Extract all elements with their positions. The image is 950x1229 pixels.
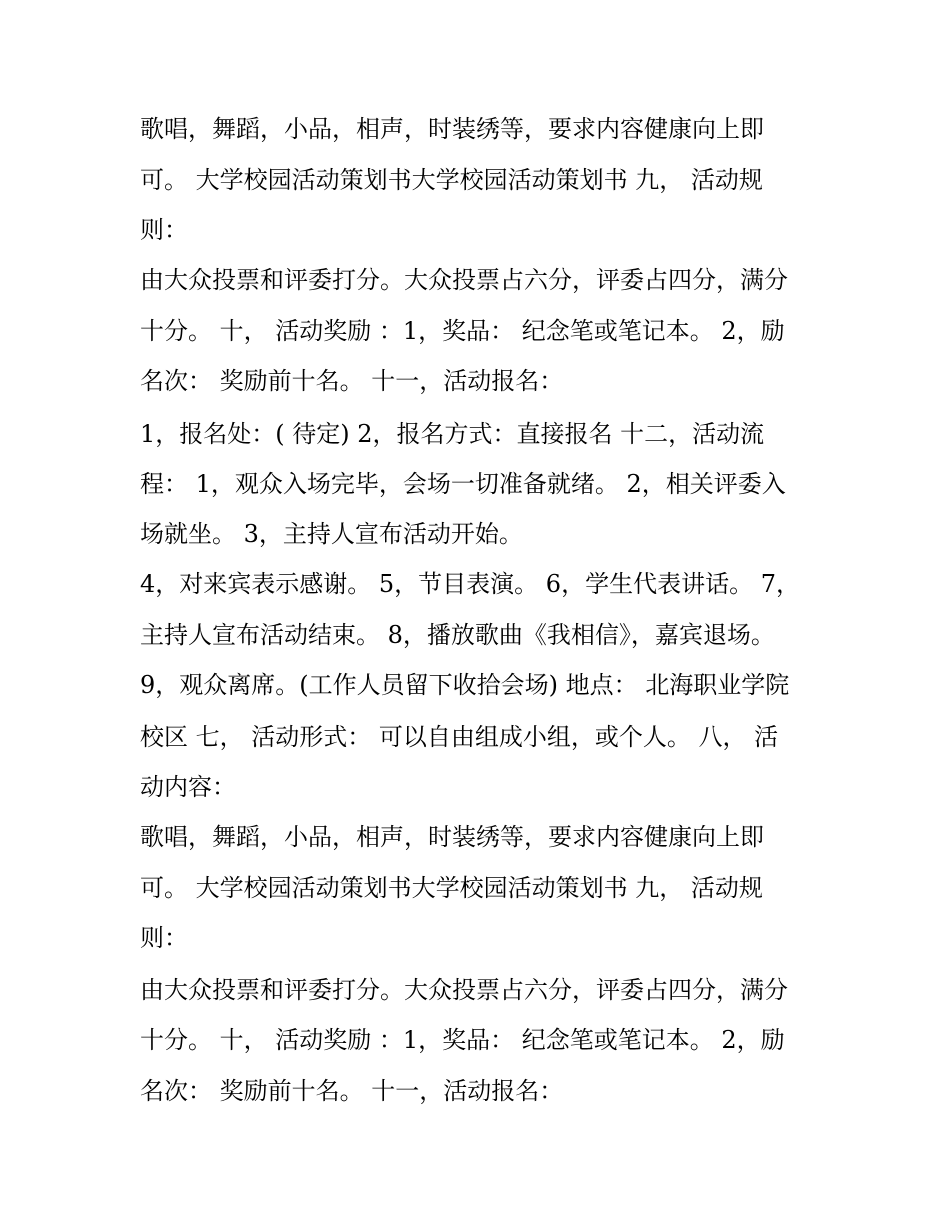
text-line: 主持人宣布活动结束。 8，播放歌曲《我相信》，嘉宾退场。 — [140, 621, 775, 649]
text-line: 歌唱，舞蹈，小品，相声，时装绣等，要求内容健康向上即 — [140, 115, 764, 143]
text-line: 则： — [140, 216, 188, 244]
text-line: 名次： 奖励前十名。 十一，活动报名： — [140, 1077, 564, 1105]
text-line: 可。 大学校园活动策划书大学校园活动策划书 九， 活动规 — [140, 874, 763, 902]
text-line: 1，报名处：( 待定) 2，报名方式：直接报名 十二，活动流 — [140, 420, 765, 448]
text-line: 校区 七， 活动形式： 可以自由组成小组，或个人。 八， 活 — [140, 723, 779, 751]
text-line: 由大众投票和评委打分。大众投票占六分，评委占四分，满分 — [140, 266, 788, 294]
text-line: 4，对来宾表示感谢。 5，节目表演。 6，学生代表讲话。 7， — [140, 570, 800, 598]
text-line: 十分。 十， 活动奖励 ：1，奖品： 纪念笔或笔记本。 2，励 — [140, 1026, 785, 1054]
text-line: 则： — [140, 924, 188, 952]
text-line: 9，观众离席。(工作人员留下收拾会场) 地点： 北海职业学院 — [140, 671, 790, 699]
text-line: 场就坐。 3，主持人宣布活动开始。 — [140, 520, 523, 548]
text-line: 歌唱，舞蹈，小品，相声，时装绣等，要求内容健康向上即 — [140, 823, 764, 851]
text-line: 动内容： — [140, 773, 236, 801]
text-line: 十分。 十， 活动奖励 ：1，奖品： 纪念笔或笔记本。 2，励 — [140, 317, 785, 345]
text-line: 可。 大学校园活动策划书大学校园活动策划书 九， 活动规 — [140, 166, 763, 194]
text-line: 程： 1，观众入场完毕，会场一切准备就绪。 2，相关评委入 — [140, 470, 786, 498]
text-line: 由大众投票和评委打分。大众投票占六分，评委占四分，满分 — [140, 976, 788, 1004]
text-line: 名次： 奖励前十名。 十一，活动报名： — [140, 367, 564, 395]
